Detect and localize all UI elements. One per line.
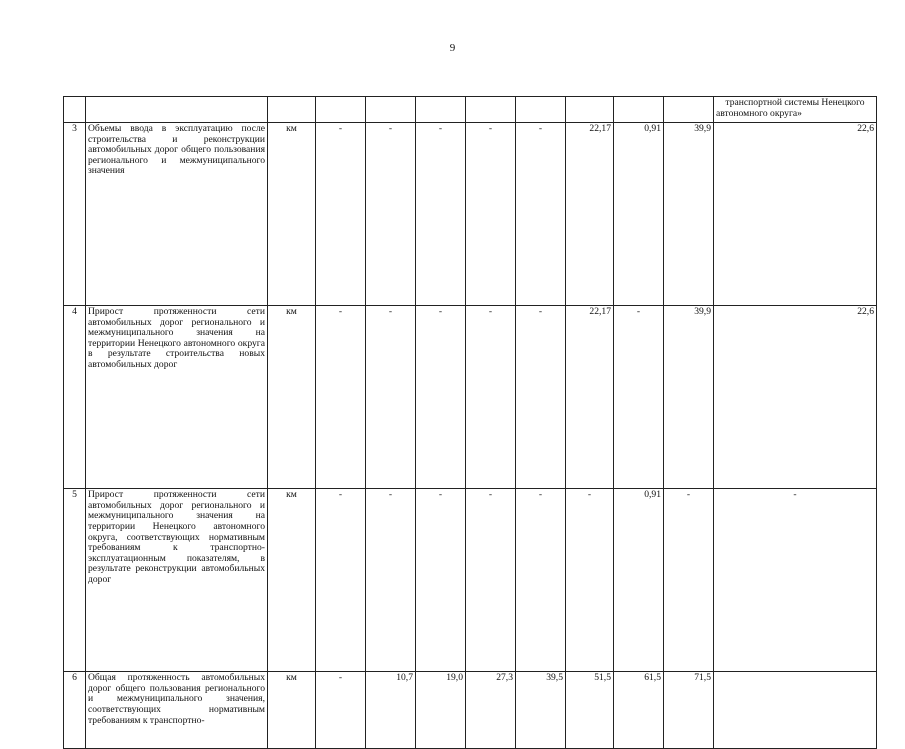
cell-value: -	[664, 489, 714, 672]
cell-unit: км	[268, 672, 316, 749]
cell-value: 27,3	[466, 672, 516, 749]
cell-value	[714, 672, 877, 749]
cell-name	[86, 97, 268, 123]
table-body	[64, 97, 877, 749]
cell-value: 51,5	[566, 672, 614, 749]
cell-unit: км	[268, 123, 316, 306]
cell-value: 22,17	[566, 306, 614, 489]
table-row	[64, 306, 877, 489]
cell-value: 22,17	[566, 123, 614, 306]
table-row	[64, 123, 877, 306]
cell-value: 39,9	[664, 123, 714, 306]
cell-value: -	[516, 123, 566, 306]
cell-value: -	[366, 306, 416, 489]
cell-value: -	[466, 123, 516, 306]
cell-name: Прирост протяженности сети автомобильных дорог регионального и межмуниципального значения на территории Ненецкого автономного округа в результате строительства новых автомобильных дорог	[86, 306, 268, 489]
cell-value: -	[316, 123, 366, 306]
cell-name: Объемы ввода в эксплуатацию после строительства и реконструкции автомобильных дорог общего пользования регионального и межмуниципального значения	[86, 123, 268, 306]
cell-name: Общая протяженность автомобильных дорог общего пользования регионального и межмуниципального значения, соответствующих нормативным требованиям к транспортно-	[86, 672, 268, 749]
cell-value	[664, 97, 714, 123]
cell-value: -	[614, 306, 664, 489]
cell-value: 22,6	[714, 306, 877, 489]
cell-basis	[714, 97, 877, 123]
cell-value: -	[416, 123, 466, 306]
cell-value: -	[714, 489, 877, 672]
table-row	[64, 489, 877, 672]
cell-value: 39,9	[664, 306, 714, 489]
cell-unit: км	[268, 489, 316, 672]
cell-value	[416, 97, 466, 123]
cell-value: 22,6	[714, 123, 877, 306]
cell-value	[366, 97, 416, 123]
cell-unit: км	[268, 306, 316, 489]
cell-value: 0,91	[614, 489, 664, 672]
cell-value: 10,7	[366, 672, 416, 749]
cell-value: -	[566, 489, 614, 672]
cell-name: Прирост протяженности сети автомобильных дорог регионального и межмуниципального значения на территории Ненецкого автономного округа, соответствующих нормативным требованиям к транспортно-эксплуатационным показателям, в результате реконструкции автомобильных дорог	[86, 489, 268, 672]
basis-line: транспортной системы Ненецкого	[725, 98, 865, 108]
table-row-continuation	[64, 97, 877, 123]
cell-value: 0,91	[614, 123, 664, 306]
cell-value: -	[316, 306, 366, 489]
cell-value: -	[416, 489, 466, 672]
cell-value: 61,5	[614, 672, 664, 749]
cell-value: -	[366, 123, 416, 306]
cell-unit	[268, 97, 316, 123]
cell-value: -	[366, 489, 416, 672]
cell-value: -	[316, 672, 366, 749]
table-row	[64, 672, 877, 749]
cell-num: 5	[64, 489, 86, 672]
cell-value	[566, 97, 614, 123]
cell-value	[466, 97, 516, 123]
cell-value: -	[516, 306, 566, 489]
cell-value: 19,0	[416, 672, 466, 749]
cell-value: -	[466, 306, 516, 489]
cell-value: -	[416, 306, 466, 489]
indicators-table	[63, 96, 877, 749]
page-number: 9	[449, 42, 456, 54]
cell-num: 6	[64, 672, 86, 749]
cell-value	[614, 97, 664, 123]
cell-num: 3	[64, 123, 86, 306]
cell-value	[516, 97, 566, 123]
cell-value	[316, 97, 366, 123]
cell-value: -	[466, 489, 516, 672]
cell-value: 71,5	[664, 672, 714, 749]
cell-value: -	[516, 489, 566, 672]
basis-line: автономного округа»	[716, 108, 802, 119]
cell-value: 39,5	[516, 672, 566, 749]
cell-num	[64, 97, 86, 123]
cell-num: 4	[64, 306, 86, 489]
cell-value: -	[316, 489, 366, 672]
